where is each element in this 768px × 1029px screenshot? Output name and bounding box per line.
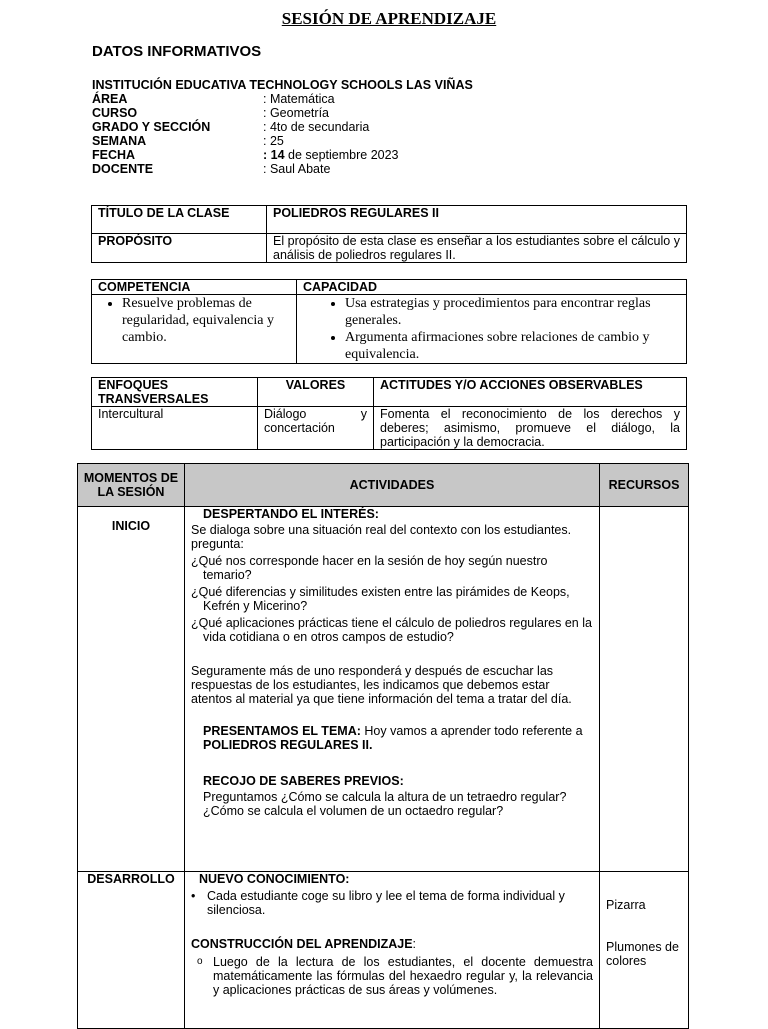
inicio-actividades: [185, 507, 600, 872]
info-row-docente: [92, 162, 473, 176]
titulo-value: POLIEDROS REGULARES II: [267, 206, 687, 234]
info-label: CURSO: [92, 106, 138, 120]
info-label: ÁREA: [92, 92, 128, 106]
competencia-cell: [92, 295, 297, 364]
list-item: [191, 955, 593, 997]
info-label: FECHA: [92, 148, 136, 162]
inicio-paragraph: Seguramente más de uno responderá y después de escuchar las respuestas de los estudiantes, les indicamos que debemos estar atentos al material ya que tiene información del tema a tratar del día.: [191, 664, 572, 706]
presentamos-text: Hoy vamos a aprender todo referente a: [360, 724, 583, 738]
list-item: • Usa estrategias y procedimientos para encontrar reglas generales.: [345, 295, 680, 329]
bullet-text: Luego de la lectura de los estudiantes, el docente demuestra matemáticamente las fórmulas del hexaedro regular y, la relevancia y aplicaciones prácticas de sus áreas y volúmenes.: [213, 955, 593, 997]
info-value: [263, 148, 399, 162]
info-label: GRADO Y SECCIÓN: [92, 120, 211, 134]
list-item: • Argumenta afirmaciones sobre relaciones de cambio y equivalencia.: [345, 329, 680, 363]
question: ¿Qué diferencias y similitudes existen entre las pirámides de Keops, Kefrén y Micerino?: [191, 585, 570, 613]
nuevo-heading: NUEVO CONOCIMIENTO:: [199, 872, 350, 886]
inicio-recursos: [600, 507, 689, 872]
list-item: • Resuelve problemas de regularidad, equivalencia y cambio.: [122, 295, 290, 346]
table-row: [92, 407, 687, 450]
info-row-curso: [92, 106, 473, 120]
info-label: SEMANA: [92, 134, 147, 148]
info-row-fecha: [92, 148, 473, 162]
recojo-text: Preguntamos ¿Cómo se calcula la altura de un tetraedro regular? ¿Cómo se calcula el volumen de un octaedro regular?: [203, 790, 567, 818]
info-row-area: [92, 92, 473, 106]
competencia-table: [91, 279, 687, 364]
construccion-colon: :: [412, 937, 417, 951]
titulo-label: TÍTULO DE LA CLASE: [92, 206, 267, 234]
info-value: : Saul Abate: [263, 162, 331, 176]
info-row-semana: [92, 134, 473, 148]
inicio-paragraph: Se dialoga sobre una situación real del contexto con los estudiantes. pregunta:: [191, 523, 572, 551]
construccion-label: CONSTRUCCIÓN DEL APRENDIZAJE: [191, 937, 413, 951]
proposito-value: El propósito de esta clase es enseñar a los estudiantes sobre el cálculo y análisis de poliedros regulares II.: [267, 234, 687, 263]
table-row: [92, 206, 687, 234]
fecha-day: : 14: [263, 148, 285, 162]
question: ¿Qué nos corresponde hacer en la sesión de hoy según nuestro temario?: [191, 554, 548, 582]
desarrollo-recursos: [600, 872, 689, 1029]
valor-cell: Diálogo y concertación: [258, 407, 374, 450]
table-row: [78, 872, 689, 1029]
question: ¿Qué aplicaciones prácticas tiene el cálculo de poliedros regulares en la vida cotidiana o en otros campos de estudio?: [191, 616, 592, 644]
circle-bullet-icon: o: [197, 956, 203, 967]
bullet-text: Cada estudiante coge su libro y lee el tema de forma individual y silenciosa.: [207, 889, 565, 917]
clase-table: [91, 205, 687, 263]
datos-heading: DATOS INFORMATIVOS: [92, 43, 262, 60]
proposito-label: PROPÓSITO: [92, 234, 267, 263]
presentamos-label: PRESENTAMOS EL TEMA:: [203, 724, 361, 738]
presentamos-tema: POLIEDROS REGULARES II.: [203, 738, 373, 752]
presentamos-paragraph: [191, 724, 593, 752]
capacidad-cell: [297, 295, 687, 364]
table-row: [92, 280, 687, 295]
info-block: [92, 78, 473, 176]
recursos-header: RECURSOS: [600, 464, 689, 507]
recurso-item: Pizarra: [606, 898, 646, 912]
valores-header: VALORES: [258, 378, 374, 407]
fecha-rest: de septiembre 2023: [284, 148, 399, 162]
actitud-cell: Fomenta el reconocimiento de los derechos y deberes; asimismo, promueve el diálogo, la participación y la democracia.: [374, 407, 687, 450]
actitudes-header: ACTITUDES Y/O ACCIONES OBSERVABLES: [374, 378, 687, 407]
table-row: [92, 234, 687, 263]
inicio-label: INICIO: [78, 507, 185, 872]
competencia-header: COMPETENCIA: [92, 280, 297, 295]
desarrollo-label: DESARROLLO: [78, 872, 185, 1029]
info-row-grado: [92, 120, 473, 134]
bullet-icon: •: [191, 889, 196, 903]
capacidad-header: CAPACIDAD: [297, 280, 687, 295]
enfoque-cell: Intercultural: [92, 407, 258, 450]
info-value: : Geometría: [263, 106, 329, 120]
recojo-heading: RECOJO DE SABERES PREVIOS:: [203, 774, 404, 788]
info-value: : 25: [263, 134, 284, 148]
actividades-header: ACTIVIDADES: [185, 464, 600, 507]
list-item: [191, 889, 593, 917]
construccion-heading: [191, 937, 593, 951]
table-row: [92, 295, 687, 364]
recurso-item: Plumones de colores: [606, 940, 679, 968]
momentos-header: MOMENTOS DE LA SESIÓN: [78, 464, 185, 507]
momentos-table: [77, 463, 689, 1029]
page-title: SESIÓN DE APRENDIZAJE: [281, 9, 497, 28]
despertando-heading: DESPERTANDO EL INTERÉS:: [203, 507, 379, 521]
info-value: : Matemática: [263, 92, 335, 106]
enfoques-header: ENFOQUES TRANSVERSALES: [92, 378, 258, 407]
table-row: [78, 464, 689, 507]
institucion: INSTITUCIÓN EDUCATIVA TECHNOLOGY SCHOOLS LAS VIÑAS: [92, 78, 473, 92]
table-row: [92, 378, 687, 407]
info-label: DOCENTE: [92, 162, 154, 176]
info-value: : 4to de secundaria: [263, 120, 370, 134]
enfoques-table: [91, 377, 687, 450]
table-row: [78, 507, 689, 872]
desarrollo-actividades: [185, 872, 600, 1029]
